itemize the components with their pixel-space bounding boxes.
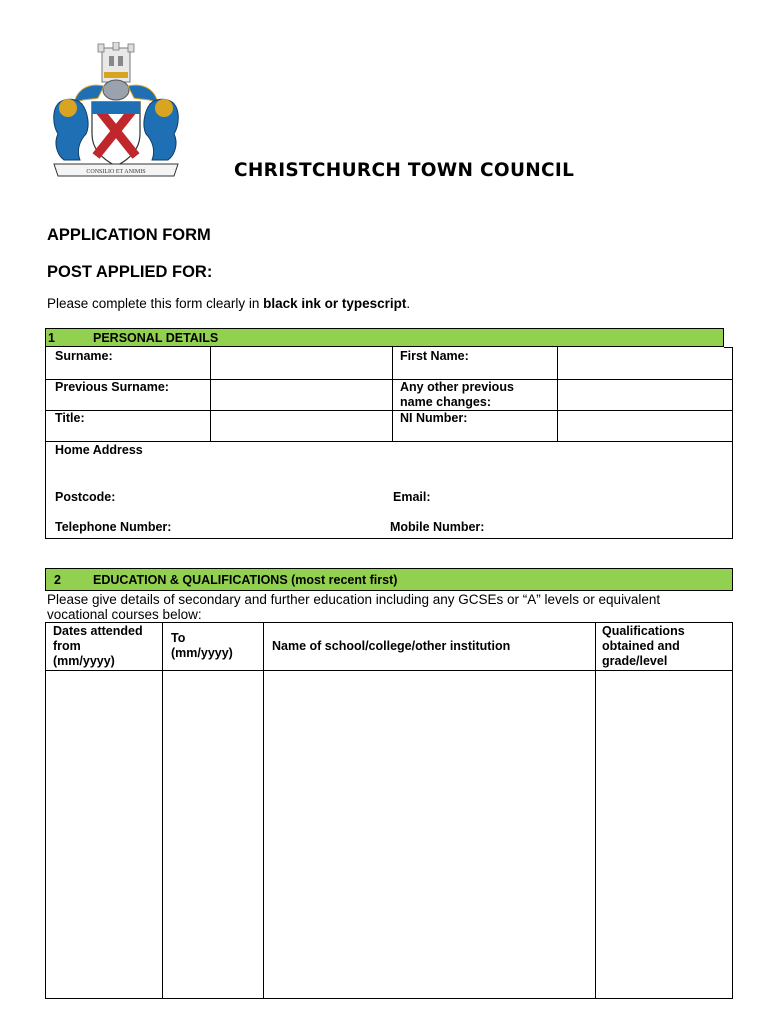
col-qualifications-line2: obtained and — [602, 639, 680, 653]
col-to-line2: (mm/yyyy) — [171, 646, 233, 660]
section-1-title: PERSONAL DETAILS — [93, 331, 219, 345]
first-name-input[interactable] — [559, 349, 731, 378]
title-label: Title: — [55, 411, 85, 425]
crest-helmet — [103, 80, 129, 100]
form-title: APPLICATION FORM — [47, 226, 211, 244]
col-from-line3: (mm/yyyy) — [53, 654, 115, 668]
other-names-input[interactable] — [559, 381, 731, 409]
title-input[interactable] — [212, 412, 391, 440]
col-to-line1: To — [171, 631, 186, 645]
education-instructions — [47, 592, 737, 622]
crest-shield-chief — [92, 102, 140, 114]
ni-number-label: NI Number: — [400, 411, 468, 425]
email-label: Email: — [393, 490, 431, 504]
education-from-input[interactable] — [47, 672, 161, 997]
telephone-label: Telephone Number: — [55, 520, 172, 534]
ni-number-input[interactable] — [559, 412, 731, 440]
crest-lion-right-mane — [155, 99, 173, 117]
form-instruction — [47, 296, 410, 311]
education-instructions-line1: Please give details of secondary and further education including any GCSEs or “A” levels or equivalent — [47, 592, 661, 607]
other-names-label-line2: name changes: — [400, 395, 492, 409]
crest-castle — [98, 42, 134, 82]
col-from-line1: Dates attended — [53, 624, 143, 638]
instruction-prefix: Please complete this form clearly in — [47, 296, 264, 311]
crest-motto-text: CONSILIO ET ANIMIS — [86, 169, 146, 175]
education-to-input[interactable] — [164, 672, 262, 997]
section-1-number: 1 — [48, 331, 55, 345]
section-2-title: EDUCATION & QUALIFICATIONS (most recent first) — [93, 573, 398, 587]
previous-surname-label: Previous Surname: — [55, 380, 169, 394]
section-1-header — [45, 328, 724, 347]
instruction-emphasis: black ink or typescript — [263, 296, 407, 311]
council-crest-logo — [46, 42, 186, 182]
col-institution: Name of school/college/other institution — [272, 639, 511, 653]
mobile-label: Mobile Number: — [390, 520, 485, 534]
crest-lion-left-mane — [59, 99, 77, 117]
council-name-heading: CHRISTCHURCH TOWN COUNCIL — [234, 160, 575, 181]
col-qualifications-line3: grade/level — [602, 654, 668, 668]
post-applied-label: POST APPLIED FOR: — [47, 263, 213, 281]
education-qualifications-input[interactable] — [597, 672, 731, 997]
home-address-label: Home Address — [55, 443, 143, 457]
instruction-suffix: . — [406, 296, 411, 311]
surname-input[interactable] — [212, 349, 391, 378]
section-2-header — [45, 568, 733, 591]
first-name-label: First Name: — [400, 349, 469, 363]
education-instructions-line2: vocational courses below: — [47, 607, 202, 622]
other-names-label-line1: Any other previous — [400, 380, 514, 394]
section-2-number: 2 — [54, 573, 61, 587]
col-qualifications-line1: Qualifications — [602, 624, 685, 638]
education-institution-input[interactable] — [265, 672, 594, 997]
previous-surname-input[interactable] — [212, 381, 391, 409]
surname-label: Surname: — [55, 349, 113, 363]
col-from-line2: from — [53, 639, 81, 653]
postcode-label: Postcode: — [55, 490, 116, 504]
